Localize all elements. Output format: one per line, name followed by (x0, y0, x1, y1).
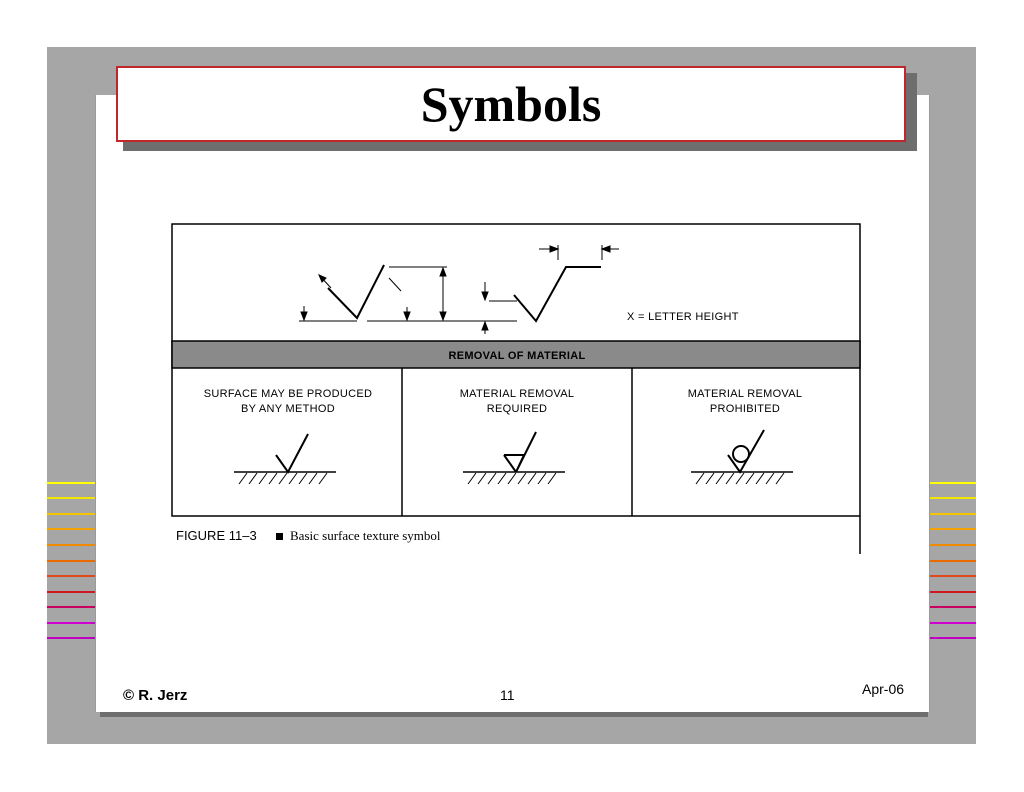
title-box (116, 66, 906, 142)
caption-label: FIGURE 11–3 (176, 528, 257, 543)
panel3-line1: MATERIAL REMOVAL (687, 388, 803, 400)
dimension-diagram (299, 245, 619, 334)
any-method-symbol (234, 434, 336, 484)
footer-date: Apr-06 (862, 681, 905, 697)
removal-prohibited-symbol (691, 430, 793, 484)
panel2-line2: REQUIRED (486, 403, 548, 415)
footer-shadow (100, 712, 928, 717)
panel1-line2: BY ANY METHOD (241, 403, 335, 415)
panel3-line2: PROHIBITED (709, 403, 781, 415)
removal-required-symbol (463, 432, 565, 484)
surface-texture-figure (171, 222, 863, 555)
footer-copyright: © R. Jerz (123, 687, 188, 704)
caption-text: Basic surface texture symbol (290, 528, 441, 543)
band-label: REMOVAL OF MATERIAL (448, 350, 586, 362)
slide-title: Symbols (420, 76, 602, 132)
panel2-line1: MATERIAL REMOVAL (459, 388, 575, 400)
dimension-note: X = LETTER HEIGHT (627, 311, 739, 323)
panel1-line1: SURFACE MAY BE PRODUCED (203, 388, 373, 400)
footer-page-number: 11 (500, 687, 515, 703)
